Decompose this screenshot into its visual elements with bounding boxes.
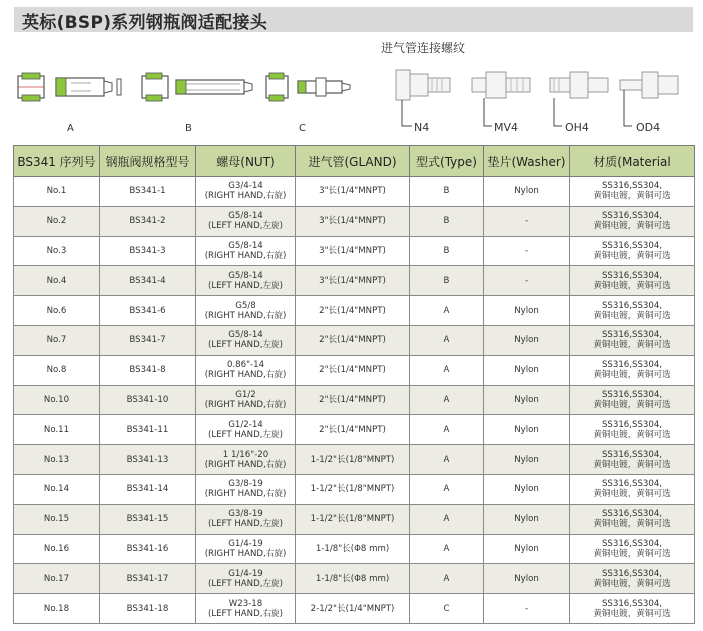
cell-type: A: [410, 504, 484, 534]
thread-od4-label: OD4: [636, 121, 661, 134]
table-row: [14, 206, 695, 236]
material-line-1: SS316,SS304,: [601, 419, 663, 430]
thread-mv4-label: MV4: [494, 121, 519, 134]
cell-serial: No.4: [14, 266, 100, 296]
cell-washer: -: [484, 594, 570, 624]
nut-size: G1/4-19: [228, 568, 263, 579]
cell-washer: Nylon: [484, 385, 570, 415]
table-row: [14, 474, 695, 504]
cell-serial: No.8: [14, 355, 100, 385]
table-row: [14, 177, 695, 207]
material-line-1: SS316,SS304,: [601, 240, 663, 251]
cell-type: A: [410, 474, 484, 504]
cell-model: BS341-8: [100, 355, 196, 385]
material-line-2: 黄铜电镀，黄铜可选: [593, 519, 671, 530]
nut-size: G3/8-19: [228, 509, 263, 520]
fitting-type-b-label: B: [185, 123, 192, 134]
table-row: [14, 564, 695, 594]
cell-serial: No.10: [14, 385, 100, 415]
cell-model: BS341-13: [100, 445, 196, 475]
cell-washer: -: [484, 206, 570, 236]
table-body: [14, 177, 695, 624]
cell-gland: 1-1/8"长(Φ8 mm): [296, 534, 410, 564]
cell-material: [570, 474, 695, 504]
cell-material: [570, 594, 695, 624]
fitting-type-b-drawing: [140, 70, 258, 106]
nut-size: G1/2: [235, 389, 256, 400]
table-row: [14, 415, 695, 445]
cell-model: BS341-16: [100, 534, 196, 564]
cell-washer: Nylon: [484, 564, 570, 594]
cell-nut: [196, 474, 296, 504]
table-row: [14, 236, 695, 266]
material-line-1: SS316,SS304,: [601, 211, 663, 222]
material-line-2: 黄铜电镀，黄铜可选: [593, 310, 671, 321]
cell-gland: 1-1/2"长(1/8"MNPT): [296, 504, 410, 534]
cell-type: B: [410, 177, 484, 207]
header-serial: BS341 序列号: [14, 146, 100, 177]
material-line-2: 黄铜电镀，黄铜可选: [593, 340, 671, 351]
nut-hand: (RIGHT HAND,右旋): [204, 370, 287, 381]
fitting-type-c-drawing: [264, 70, 354, 106]
header-gland: 进气管(GLAND): [296, 146, 410, 177]
cell-nut: [196, 177, 296, 207]
page-title: 英标(BSP)系列钢瓶阀适配接头: [22, 13, 267, 33]
cell-serial: No.14: [14, 474, 100, 504]
cell-washer: Nylon: [484, 177, 570, 207]
cell-material: [570, 415, 695, 445]
cell-serial: No.1: [14, 177, 100, 207]
cell-material: [570, 504, 695, 534]
cell-type: A: [410, 534, 484, 564]
nut-hand: (RIGHT HAND,右旋): [204, 399, 287, 410]
fitting-type-a-label: A: [67, 123, 74, 134]
cell-washer: -: [484, 266, 570, 296]
nut-hand: (RIGHT HAND,右旋): [204, 489, 287, 500]
material-line-1: SS316,SS304,: [601, 538, 663, 549]
cell-gland: 3"长(1/4"MNPT): [296, 266, 410, 296]
cell-nut: [196, 206, 296, 236]
cell-washer: Nylon: [484, 534, 570, 564]
cell-type: A: [410, 325, 484, 355]
material-line-1: SS316,SS304,: [601, 360, 663, 371]
table-row: [14, 504, 695, 534]
table-row: [14, 445, 695, 475]
cell-serial: No.6: [14, 296, 100, 326]
cell-serial: No.2: [14, 206, 100, 236]
thread-mv4-drawing: [466, 60, 546, 130]
cell-type: B: [410, 266, 484, 296]
table-row: [14, 325, 695, 355]
table-row: [14, 266, 695, 296]
cell-serial: No.17: [14, 564, 100, 594]
material-line-1: SS316,SS304,: [601, 389, 663, 400]
material-line-2: 黄铜电镀，黄铜可选: [593, 370, 671, 381]
title-bar: [14, 7, 693, 32]
table-header-row: [14, 146, 695, 177]
cell-model: BS341-15: [100, 504, 196, 534]
thread-n4-label: N4: [414, 121, 430, 134]
table-row: [14, 296, 695, 326]
material-line-2: 黄铜电镀，黄铜可选: [593, 459, 671, 470]
material-line-2: 黄铜电镀，黄铜可选: [593, 191, 671, 202]
cell-material: [570, 236, 695, 266]
nut-size: G5/8-14: [228, 240, 263, 251]
cell-gland: 2"长(1/4"MNPT): [296, 355, 410, 385]
cell-serial: No.11: [14, 415, 100, 445]
header-model: 钢瓶阀规格型号: [100, 146, 196, 177]
cell-material: [570, 266, 695, 296]
cell-type: A: [410, 415, 484, 445]
cell-material: [570, 534, 695, 564]
cell-serial: No.7: [14, 325, 100, 355]
material-line-2: 黄铜电镀，黄铜可选: [593, 608, 671, 619]
cell-washer: Nylon: [484, 474, 570, 504]
material-line-1: SS316,SS304,: [601, 270, 663, 281]
cell-gland: 1-1/2"长(1/8"MNPT): [296, 445, 410, 475]
cell-washer: Nylon: [484, 296, 570, 326]
cell-gland: 2"长(1/4"MNPT): [296, 296, 410, 326]
cell-material: [570, 177, 695, 207]
cell-nut: [196, 236, 296, 266]
cell-material: [570, 206, 695, 236]
header-type: 型式(Type): [410, 146, 484, 177]
cell-washer: Nylon: [484, 504, 570, 534]
material-line-1: SS316,SS304,: [601, 330, 663, 341]
cell-model: BS341-1: [100, 177, 196, 207]
cell-type: B: [410, 236, 484, 266]
cell-washer: Nylon: [484, 355, 570, 385]
nut-hand: (LEFT HAND,左旋): [207, 280, 283, 291]
nut-hand: (LEFT HAND,左旋): [207, 578, 283, 589]
cell-washer: Nylon: [484, 445, 570, 475]
thread-od4-drawing: [614, 60, 690, 130]
cell-nut: [196, 564, 296, 594]
cell-nut: [196, 594, 296, 624]
material-line-2: 黄铜电镀，黄铜可选: [593, 221, 671, 232]
table-row: [14, 385, 695, 415]
thread-oh4-label: OH4: [565, 121, 589, 134]
nut-hand: (RIGHT HAND,右旋): [204, 548, 287, 559]
cell-nut: [196, 504, 296, 534]
cell-nut: [196, 266, 296, 296]
cell-serial: No.13: [14, 445, 100, 475]
material-line-1: SS316,SS304,: [601, 479, 663, 490]
nut-size: G5/8-14: [228, 211, 263, 222]
cell-gland: 1-1/8"长(Φ8 mm): [296, 564, 410, 594]
cell-washer: -: [484, 236, 570, 266]
material-line-2: 黄铜电镀，黄铜可选: [593, 250, 671, 261]
cell-nut: [196, 385, 296, 415]
fitting-type-c-label: C: [299, 123, 306, 134]
cell-material: [570, 296, 695, 326]
nut-hand: (RIGHT HAND,右旋): [204, 250, 287, 261]
cell-model: BS341-14: [100, 474, 196, 504]
cell-nut: [196, 325, 296, 355]
cell-type: A: [410, 296, 484, 326]
material-line-1: SS316,SS304,: [601, 568, 663, 579]
thread-oh4-drawing: [542, 60, 618, 130]
nut-size: G5/8-14: [228, 270, 263, 281]
nut-size: W23-18: [228, 598, 263, 609]
cell-gland: 2"长(1/4"MNPT): [296, 385, 410, 415]
material-line-2: 黄铜电镀，黄铜可选: [593, 578, 671, 589]
material-line-2: 黄铜电镀，黄铜可选: [593, 280, 671, 291]
cell-washer: Nylon: [484, 325, 570, 355]
cell-serial: No.18: [14, 594, 100, 624]
nut-size: G3/8-19: [228, 479, 263, 490]
nut-hand: (LEFT HAND,左旋): [207, 519, 283, 530]
material-line-2: 黄铜电镀，黄铜可选: [593, 489, 671, 500]
table-row: [14, 355, 695, 385]
nut-hand: (RIGHT HAND,右旋): [204, 191, 287, 202]
table-row: [14, 594, 695, 624]
nut-size: G1/4-19: [228, 538, 263, 549]
material-line-1: SS316,SS304,: [601, 300, 663, 311]
cell-model: BS341-2: [100, 206, 196, 236]
cell-type: A: [410, 355, 484, 385]
fitting-type-a-drawing: [16, 70, 126, 106]
cell-nut: [196, 296, 296, 326]
gland-thread-caption: 进气管连接螺纹: [381, 41, 466, 55]
cell-serial: No.3: [14, 236, 100, 266]
thread-n4-drawing: [382, 60, 462, 130]
header-material: 材质(Material: [570, 146, 695, 177]
nut-size: G3/4-14: [228, 181, 263, 192]
material-line-1: SS316,SS304,: [601, 449, 663, 460]
cell-model: BS341-4: [100, 266, 196, 296]
nut-hand: (LEFT HAND,左旋): [207, 221, 283, 232]
cell-material: [570, 564, 695, 594]
cell-washer: Nylon: [484, 415, 570, 445]
cell-type: A: [410, 445, 484, 475]
nut-hand: (RIGHT HAND,右旋): [204, 459, 287, 470]
cell-material: [570, 355, 695, 385]
material-line-1: SS316,SS304,: [601, 598, 663, 609]
cell-nut: [196, 355, 296, 385]
cell-type: A: [410, 564, 484, 594]
cell-gland: 2"长(1/4"MNPT): [296, 415, 410, 445]
cell-serial: No.15: [14, 504, 100, 534]
cell-model: BS341-17: [100, 564, 196, 594]
cell-gland: 3"长(1/4"MNPT): [296, 236, 410, 266]
cell-gland: 2-1/2"长(1/4"MNPT): [296, 594, 410, 624]
cell-model: BS341-3: [100, 236, 196, 266]
cell-material: [570, 445, 695, 475]
material-line-2: 黄铜电镀，黄铜可选: [593, 429, 671, 440]
cell-serial: No.16: [14, 534, 100, 564]
nut-size: 1 1/16"-20: [222, 449, 269, 460]
cell-material: [570, 385, 695, 415]
cell-type: B: [410, 206, 484, 236]
nut-hand: (LEFT HAND,右旋): [207, 608, 283, 619]
cell-type: C: [410, 594, 484, 624]
cell-gland: 2"长(1/4"MNPT): [296, 325, 410, 355]
cell-gland: 1-1/2"长(1/8"MNPT): [296, 474, 410, 504]
cell-type: A: [410, 385, 484, 415]
cell-gland: 3"长(1/4"MNPT): [296, 177, 410, 207]
nut-size: G5/8: [235, 300, 256, 311]
cell-model: BS341-11: [100, 415, 196, 445]
header-nut: 螺母(NUT): [196, 146, 296, 177]
material-line-2: 黄铜电镀，黄铜可选: [593, 399, 671, 410]
header-washer: 垫片(Washer): [484, 146, 570, 177]
cell-nut: [196, 445, 296, 475]
cell-material: [570, 325, 695, 355]
cell-gland: 3"长(1/4"MNPT): [296, 206, 410, 236]
cell-nut: [196, 415, 296, 445]
table-row: [14, 534, 695, 564]
cell-nut: [196, 534, 296, 564]
nut-hand: (LEFT HAND,左旋): [207, 429, 283, 440]
spec-table: [13, 145, 695, 624]
nut-size: G1/2-14: [228, 419, 263, 430]
nut-hand: (RIGHT HAND,右旋): [204, 310, 287, 321]
cell-model: BS341-10: [100, 385, 196, 415]
nut-size: 0.86"-14: [226, 360, 265, 371]
material-line-1: SS316,SS304,: [601, 181, 663, 192]
cell-model: BS341-7: [100, 325, 196, 355]
material-line-2: 黄铜电镀，黄铜可选: [593, 548, 671, 559]
cell-model: BS341-18: [100, 594, 196, 624]
nut-hand: (LEFT HAND,左旋): [207, 340, 283, 351]
material-line-1: SS316,SS304,: [601, 509, 663, 520]
cell-model: BS341-6: [100, 296, 196, 326]
nut-size: G5/8-14: [228, 330, 263, 341]
